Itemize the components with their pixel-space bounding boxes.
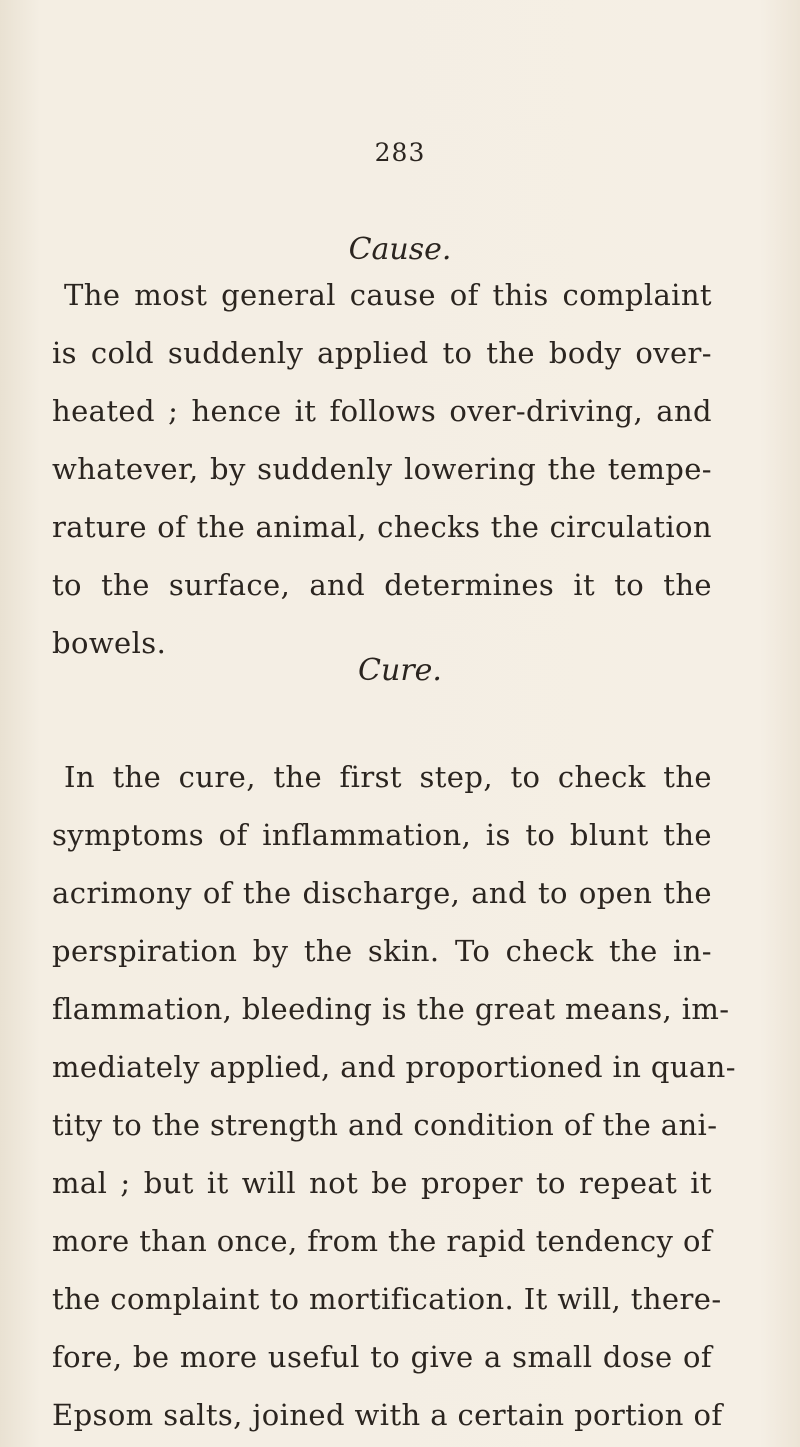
text-line: rature of the animal, checks the circulation: [52, 510, 712, 544]
text-line: mediately applied, and proportioned in quan-: [52, 1050, 736, 1084]
text-line: acrimony of the discharge, and to open the: [52, 876, 712, 910]
text-line: perspiration by the skin. To check the in-: [52, 934, 712, 968]
page-number: 283: [374, 138, 426, 167]
text-line: flammation, bleeding is the great means, im-: [52, 992, 730, 1026]
text-line: whatever, by suddenly lowering the tempe-: [52, 452, 712, 486]
text-line: mal ; but it will not be proper to repeat it: [52, 1166, 712, 1200]
text-line: symptoms of inflammation, is to blunt the: [52, 818, 712, 852]
text-line: to the surface, and determines it to the: [52, 568, 712, 602]
text-line: bowels.: [52, 626, 167, 660]
section-heading-cure: Cure.: [358, 653, 442, 688]
text-line: is cold suddenly applied to the body over-: [52, 336, 712, 370]
text-line: tity to the strength and condition of the ani-: [52, 1108, 718, 1142]
text-line: In the cure, the first step, to check the: [64, 760, 712, 794]
text-line: fore, be more useful to give a small dose of: [52, 1340, 712, 1374]
text-line: Epsom salts, joined with a certain portion of: [52, 1398, 723, 1432]
text-line: the complaint to mortification. It will, there-: [52, 1282, 722, 1316]
text-line: heated ; hence it follows over-driving, and: [52, 394, 712, 428]
text-line: more than once, from the rapid tendency of: [52, 1224, 712, 1258]
section-heading-cause: Cause.: [348, 232, 452, 267]
text-line: The most general cause of this complaint: [64, 278, 712, 312]
